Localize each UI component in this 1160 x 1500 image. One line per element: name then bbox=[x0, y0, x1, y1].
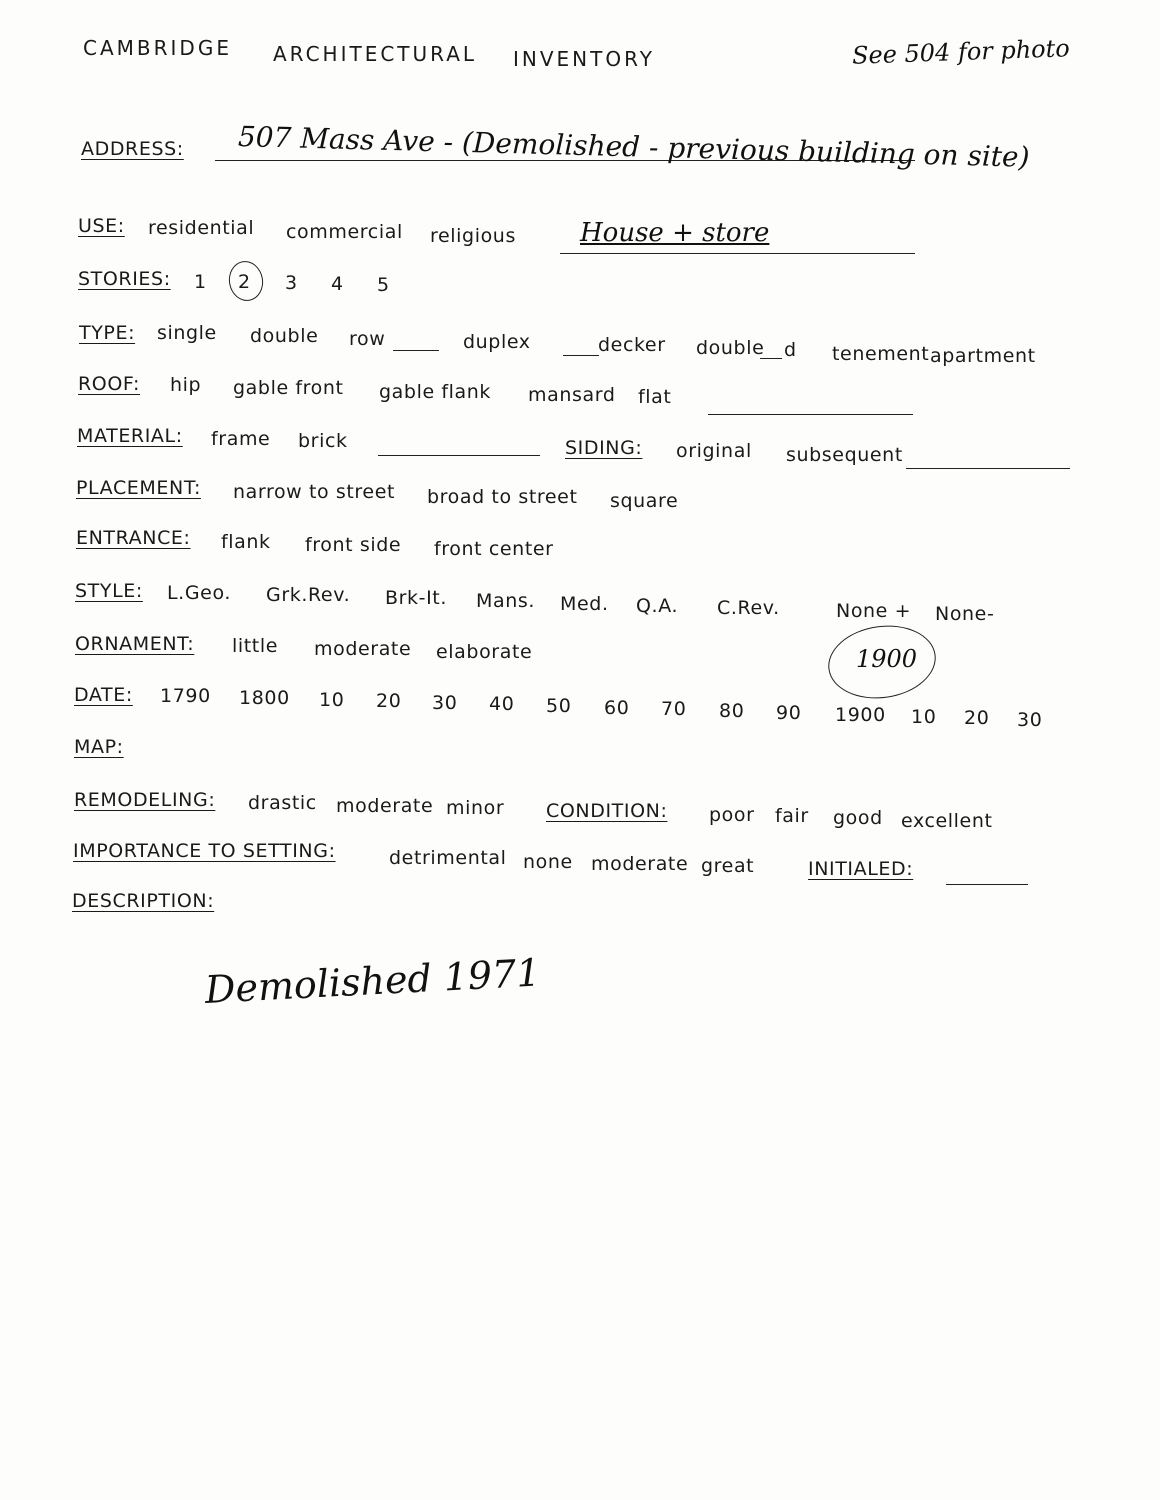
type-double: double bbox=[250, 325, 319, 347]
date-label: DATE: bbox=[74, 684, 133, 706]
importance-label: IMPORTANCE TO SETTING: bbox=[73, 840, 336, 862]
style-brkit: Brk-It. bbox=[385, 587, 447, 609]
type-decker: decker bbox=[598, 334, 666, 356]
photo-note: See 504 for photo bbox=[851, 34, 1071, 70]
importance-detrimental: detrimental bbox=[389, 847, 507, 869]
use-religious: religious bbox=[430, 225, 516, 247]
style-mans: Mans. bbox=[476, 590, 536, 612]
importance-moderate: moderate bbox=[591, 853, 689, 875]
type-row: row bbox=[349, 328, 386, 350]
ornament-moderate: moderate bbox=[314, 638, 412, 660]
type-tenement: tenement bbox=[832, 343, 930, 365]
type-duplex: duplex bbox=[463, 331, 531, 353]
condition-fair: fair bbox=[775, 805, 809, 827]
material-brick: brick bbox=[298, 430, 348, 452]
type-double-2: double bbox=[696, 337, 765, 359]
stories-5: 5 bbox=[377, 274, 390, 296]
siding-subsequent: subsequent bbox=[786, 444, 903, 466]
importance-none: none bbox=[523, 851, 573, 873]
stories-selected-circle bbox=[226, 258, 266, 303]
type-decker-blank bbox=[563, 355, 599, 356]
use-label: USE: bbox=[78, 215, 125, 237]
use-other-line bbox=[560, 253, 915, 254]
style-label: STYLE: bbox=[75, 580, 143, 602]
initialed-line bbox=[946, 884, 1028, 885]
header-cambridge: CAMBRIDGE bbox=[83, 36, 232, 60]
entrance-front-side: front side bbox=[305, 534, 402, 556]
placement-label: PLACEMENT: bbox=[76, 477, 201, 499]
date-70: 70 bbox=[661, 698, 687, 720]
date-10: 10 bbox=[319, 689, 345, 711]
style-qa: Q.A. bbox=[636, 595, 679, 617]
roof-gable-front: gable front bbox=[233, 377, 344, 399]
ornament-elaborate: elaborate bbox=[436, 641, 533, 663]
placement-square: square bbox=[610, 490, 679, 512]
map-label: MAP: bbox=[74, 736, 124, 758]
entrance-label: ENTRANCE: bbox=[76, 527, 191, 549]
date-1900: 1900 bbox=[835, 704, 886, 726]
date-60: 60 bbox=[604, 697, 630, 719]
date-30: 30 bbox=[432, 692, 458, 714]
style-lgeo: L.Geo. bbox=[167, 582, 231, 604]
condition-excellent: excellent bbox=[901, 810, 993, 832]
style-none-plus: None + bbox=[836, 600, 912, 622]
initialed-label: INITIALED: bbox=[808, 858, 914, 880]
material-label: MATERIAL: bbox=[77, 425, 183, 447]
siding-original: original bbox=[676, 440, 752, 462]
stories-2: 2 bbox=[238, 271, 251, 293]
entrance-front-center: front center bbox=[434, 538, 554, 560]
date-1790: 1790 bbox=[160, 685, 211, 707]
use-handwritten: House + store bbox=[580, 218, 770, 248]
stories-4: 4 bbox=[331, 273, 344, 295]
date-50: 50 bbox=[546, 695, 572, 717]
material-frame: frame bbox=[211, 428, 271, 450]
date-1920: 20 bbox=[964, 707, 990, 729]
address-label: ADDRESS: bbox=[81, 138, 184, 160]
remodeling-drastic: drastic bbox=[248, 792, 317, 814]
type-single: single bbox=[157, 322, 217, 344]
style-med: Med. bbox=[560, 593, 609, 615]
remodeling-label: REMODELING: bbox=[74, 789, 216, 811]
date-40: 40 bbox=[489, 693, 515, 715]
type-double-d-blank bbox=[760, 358, 782, 359]
condition-poor: poor bbox=[709, 804, 755, 826]
description-label: DESCRIPTION: bbox=[72, 890, 215, 912]
ornament-label: ORNAMENT: bbox=[75, 633, 195, 655]
siding-label: SIDING: bbox=[565, 437, 643, 459]
type-label: TYPE: bbox=[79, 322, 136, 344]
condition-label: CONDITION: bbox=[546, 800, 668, 822]
date-handwritten: 1900 bbox=[856, 645, 918, 673]
material-other-line bbox=[378, 455, 540, 456]
style-grkrev: Grk.Rev. bbox=[266, 584, 351, 606]
remodeling-moderate: moderate bbox=[336, 795, 434, 817]
date-1930: 30 bbox=[1017, 709, 1043, 731]
date-1800: 1800 bbox=[239, 687, 290, 709]
roof-flat: flat bbox=[638, 386, 672, 408]
description-handwritten: Demolished 1971 bbox=[203, 950, 542, 1012]
roof-mansard: mansard bbox=[528, 384, 616, 406]
roof-hip: hip bbox=[170, 374, 202, 396]
ornament-little: little bbox=[232, 635, 279, 657]
condition-good: good bbox=[833, 807, 883, 829]
roof-label: ROOF: bbox=[78, 373, 140, 395]
placement-narrow: narrow to street bbox=[233, 481, 396, 503]
stories-1: 1 bbox=[194, 271, 207, 293]
style-none-minus: None- bbox=[935, 603, 995, 625]
use-commercial: commercial bbox=[286, 221, 403, 243]
stories-3: 3 bbox=[285, 272, 298, 294]
header-inventory: INVENTORY bbox=[513, 47, 655, 71]
roof-other-line bbox=[708, 414, 913, 415]
header-architectural: ARCHITECTURAL bbox=[273, 42, 478, 66]
entrance-flank: flank bbox=[221, 531, 271, 553]
importance-great: great bbox=[701, 855, 755, 877]
siding-other-line bbox=[906, 468, 1070, 469]
date-1910: 10 bbox=[911, 706, 937, 728]
roof-gable-flank: gable flank bbox=[379, 381, 492, 403]
stories-label: STORIES: bbox=[78, 268, 171, 290]
use-residential: residential bbox=[148, 217, 255, 239]
date-90: 90 bbox=[776, 702, 802, 724]
remodeling-minor: minor bbox=[446, 797, 505, 819]
type-d: d bbox=[784, 339, 797, 361]
address-value: 507 Mass Ave - (Demolished - previous building on site) bbox=[237, 120, 1030, 174]
date-20: 20 bbox=[376, 690, 402, 712]
placement-broad: broad to street bbox=[427, 486, 578, 508]
style-crev: C.Rev. bbox=[717, 597, 780, 619]
date-80: 80 bbox=[719, 700, 745, 722]
type-row-blank bbox=[393, 350, 439, 351]
type-apartment: apartment bbox=[930, 345, 1036, 367]
